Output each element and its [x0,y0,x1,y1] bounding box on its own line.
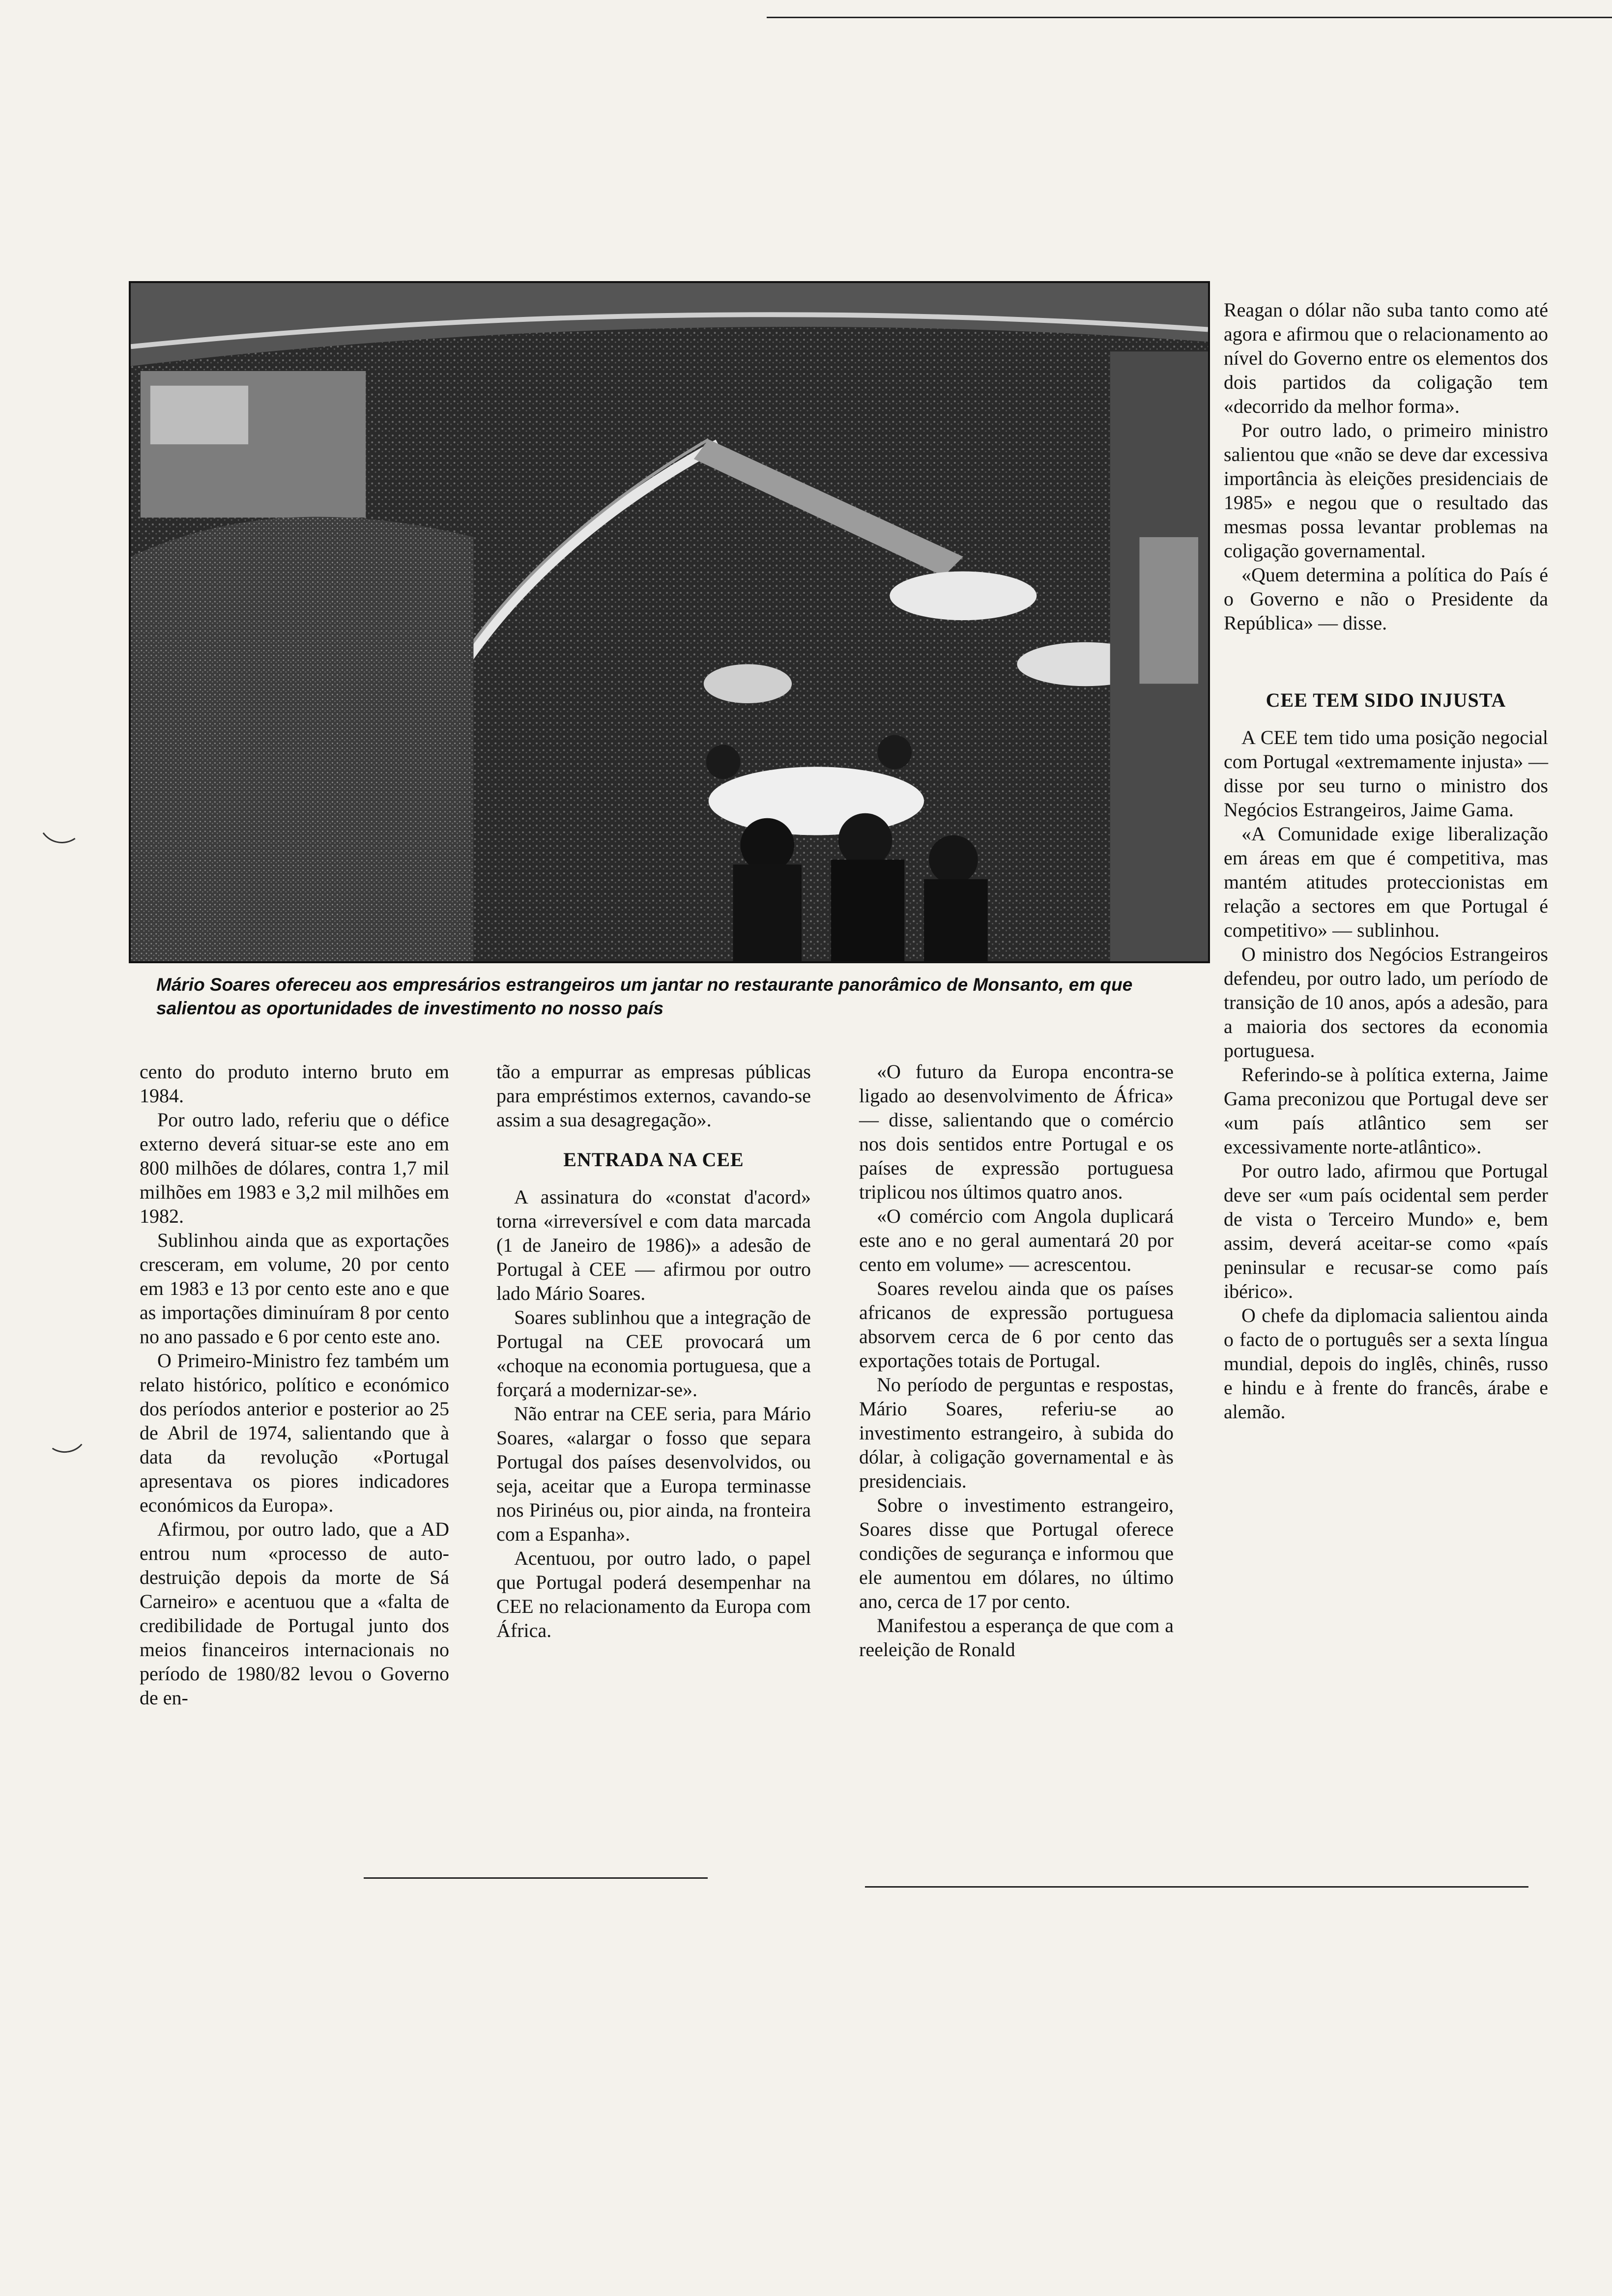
paragraph: «Quem determina a política do País é o Governo e não o Presidente da República» — disse. [1224,564,1548,634]
paragraph: O Primeiro-Ministro fez também um relato histórico, político e económico dos períodos anterior e posterior ao 25 de Abril de 1974, salientando que à data da revolução «Portugal apresentava os piores indicadores económicos da Europa». [140,1349,449,1516]
paragraph: Soares sublinhou que a integração de Portugal na CEE provocará um «choque na economia portuguesa, que a forçará a modernizar-se». [496,1306,811,1401]
article-column-1 [140,1060,449,1710]
photo-image [131,283,1208,961]
scan-mark [34,792,89,847]
article-column-3 [859,1060,1174,1662]
paragraph: No período de perguntas e respostas, Mário Soares, referiu-se ao investimento estrangeiro, à subida do dólar, à coligação governamental e às presidenciais. [859,1374,1174,1492]
paragraph: Reagan o dólar não suba tanto como até agora e afirmou que o relacionamento ao nível do Governo entre os elementos dos dois partidos da coligação tem «decorrido da melhor forma». [1224,299,1548,417]
paragraph: O ministro dos Negócios Estrangeiros defendeu, por outro lado, um período de transição de 10 anos, após a adesão, para a maioria dos sectores da economia portuguesa. [1224,943,1548,1062]
top-rule [767,17,1612,18]
photo-caption: Mário Soares ofereceu aos empresários estrangeiros um jantar no restaurante panorâmico de Monsanto, em que salientou as oportunidades de investimento no nosso país [156,975,1133,1018]
paragraph: Acentuou, por outro lado, o papel que Portugal poderá desempenhar na CEE no relacionamento da Europa com África. [496,1547,811,1641]
paragraph: Referindo-se à política externa, Jaime Gama preconizou que Portugal deve ser «um país atlântico sem ser excessivamente norte-atlântico». [1224,1063,1548,1158]
paragraph: Por outro lado, afirmou que Portugal deve ser «um país ocidental sem perder de vista o Terceiro Mundo» e, bem assim, deverá aceitar-se como «país peninsular e recusar-se como país ibérico». [1224,1160,1548,1302]
paragraph: Sobre o investimento estrangeiro, Soares disse que Portugal oferece condições de segurança e informou que ele aumentou em dólares, no último ano, cerca de 17 por cento. [859,1494,1174,1612]
paragraph: A CEE tem tido uma posição negocial com Portugal «extremamente injusta» — disse por seu turno o ministro dos Negócios Estrangeiros, Jaime Gama. [1224,726,1548,821]
bottom-rule [865,1886,1528,1888]
paragraph: «O comércio com Angola duplicará este ano e no geral aumentará 20 por cento em volume» — acrescentou. [859,1205,1174,1275]
article-column-2 [496,1060,811,1642]
paragraph: Por outro lado, referiu que o défice externo deverá situar-se este ano em 800 milhões de dólares, contra 1,7 mil milhões em 1983 e 3,2 mil milhões em 1982. [140,1109,449,1227]
bottom-rule [364,1877,708,1879]
scan-mark [42,1412,89,1455]
paragraph: O chefe da diplomacia salientou ainda o facto de o português ser a sexta língua mundial, depois do inglês, chinês, russo e hindu e à frente do francês, árabe e alemão. [1224,1304,1548,1423]
paragraph: tão a empurrar as empresas públicas para empréstimos externos, cavando-se assim a sua desagregação». [496,1061,811,1131]
paragraph: Manifestou a esperança de que com a reeleição de Ronald [859,1614,1174,1661]
paragraph: Por outro lado, o primeiro ministro salientou que «não se deve dar excessiva importância às eleições presidenciais de 1985» e negou que o resultado das mesmas possa levantar problemas na coligação governamental. [1224,419,1548,562]
paragraph: Sublinhou ainda que as exportações cresceram, em volume, 20 por cento em 1983 e 13 por cento este ano e que as importações diminuíram 8 por cento no ano passado e 6 por cento este ano. [140,1229,449,1348]
paragraph: «O futuro da Europa encontra-se ligado ao desenvolvimento de África» — disse, salientando que o comércio nos dois sentidos entre Portugal e os países de expressão portuguesa triplicou nos últimos quatro anos. [859,1061,1174,1203]
paragraph: Afirmou, por outro lado, que a AD entrou num «processo de auto-destruição depois da morte de Sá Carneiro» e acentuou que a «falta de credibilidade de Portugal junto dos meios financeiros internacionais no período de 1980/82 levou o Governo de en- [140,1518,449,1709]
paragraph: Soares revelou ainda que os países africanos de expressão portuguesa absorvem cerca de 6 por cento das exportações totais de Portugal. [859,1277,1174,1372]
paragraph: A assinatura do «constat d'acord» torna «irreversível e com data marcada (1 de Janeiro de 1986)» a adesão de Portugal à CEE — afirmou por outro lado Mário Soares. [496,1186,811,1304]
paragraph: «A Comunidade exige liberalização em áreas em que é competitiva, mas mantém atitudes proteccionistas em relação a sectores em que Portugal é competitivo» — sublinhou. [1224,823,1548,941]
paragraph: cento do produto interno bruto em 1984. [140,1061,449,1107]
restaurant-photo [129,281,1210,963]
section-heading-cee-injusta: CEE TEM SIDO INJUSTA [1266,689,1506,711]
article-column-4 [1224,298,1548,1424]
paragraph: Não entrar na CEE seria, para Mário Soares, «alargar o fosso que separa Portugal dos países desenvolvidos, ou seja, aceitar que a Europa terminasse nos Pirinéus ou, pior ainda, na fronteira com a Espanha». [496,1403,811,1545]
section-heading-entrada-cee: ENTRADA NA CEE [563,1148,744,1171]
